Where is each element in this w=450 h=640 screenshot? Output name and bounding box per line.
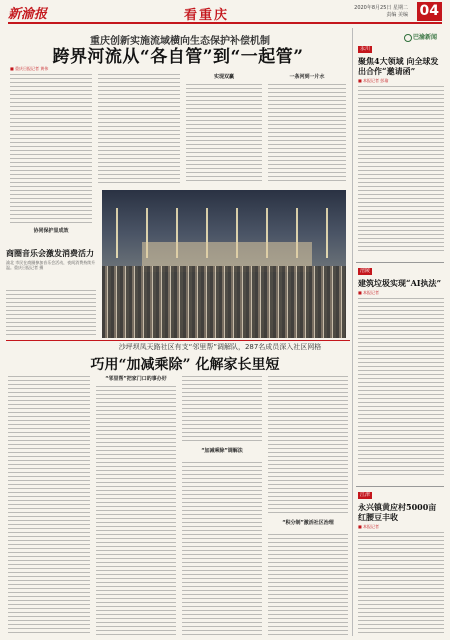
- lead-body-col3: [186, 84, 262, 184]
- photo-side-text: [6, 290, 96, 338]
- right-body-1: [358, 86, 444, 254]
- dateline: [354, 5, 408, 19]
- lead-body-col4: [268, 84, 346, 184]
- photo-crowd: [102, 266, 346, 338]
- page-number: 04: [417, 2, 442, 21]
- column-badge: [404, 32, 437, 42]
- region-tag-yongchuan: 永川: [360, 46, 371, 52]
- story-divider: [6, 340, 350, 341]
- second-body-col1: [8, 376, 90, 636]
- second-subtitle: 沙坪坝凤天路社区有支“邻里帮”调解队，287名成员深入社区网格: [118, 343, 322, 351]
- right-body-3: [358, 532, 444, 636]
- lead-subhead-1: 实现双赢: [213, 74, 234, 80]
- lead-kicker: 重庆创新实施流域横向生态保护补偿机制: [90, 36, 270, 47]
- newspaper-logo: 新渝报: [8, 7, 48, 22]
- leaf-icon: [404, 34, 412, 42]
- dateline-date: 2020年8月25日 星期二: [354, 5, 408, 11]
- region-tag-jiangjin: 江津: [360, 492, 371, 498]
- right-byline-1: ■ 本报记者 彭瑜: [358, 78, 389, 83]
- second-subhead-1: “邻里帮”把家门口的事办好: [105, 376, 167, 382]
- lead-body-col2: [98, 74, 180, 184]
- region-tag-fuling: 涪陵: [360, 268, 371, 274]
- lead-subhead-3: 协同保护显成效: [33, 228, 69, 234]
- lead-subhead-2: 一条河到一片水: [289, 74, 325, 80]
- right-rule-1: [356, 262, 444, 263]
- news-photo: [102, 190, 346, 338]
- second-body-col4a: [268, 376, 348, 514]
- masthead: [8, 2, 442, 24]
- badge-label: 巴渝新闻: [413, 34, 438, 41]
- right-byline-3: ■ 本报记者: [358, 524, 380, 529]
- second-subhead-3: “积分制”激活社区治理: [282, 520, 334, 526]
- second-headline: 巧用“加减乘除” 化解家长里短: [90, 357, 280, 373]
- photo-caption-title: 商圈音乐会激发消费活力: [6, 249, 94, 258]
- right-headline-2: 建筑垃圾实现“AI执法”: [358, 278, 442, 288]
- second-body-col4b: [268, 534, 348, 636]
- right-body-2: [358, 298, 444, 478]
- right-headline-1: 聚焦4大领域 向全球发出合作“邀请函”: [358, 56, 439, 76]
- second-body-col2: [96, 386, 176, 636]
- second-subhead-2: “加减乘除”调解法: [201, 448, 243, 454]
- dateline-editors: 责编 美编: [386, 12, 408, 18]
- photo-caption-text: 渝北 市民在商圈参加音乐会活动，夜间消费持续升温。重庆日报记者 摄: [6, 260, 96, 270]
- lead-byline: ■ 重庆日报记者 黄伟: [10, 66, 49, 71]
- right-headline-3: 永兴镇黄应村5000亩红腰豆丰收: [358, 502, 437, 522]
- section-title: 看重庆: [184, 8, 230, 23]
- lead-body-col1: [10, 74, 92, 224]
- lead-headline: 跨界河流从“各自管”到“一起管”: [52, 47, 304, 67]
- second-body-col3a: [182, 376, 262, 442]
- right-rule-2: [356, 486, 444, 487]
- right-byline-2: ■ 本报记者: [358, 290, 380, 295]
- second-body-col3b: [182, 462, 262, 636]
